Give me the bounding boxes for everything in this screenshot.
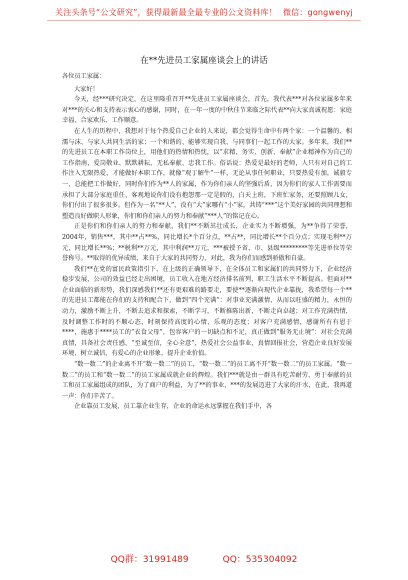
banner-box: [47, 7, 361, 21]
document-title: 在**先进员工家属座谈会上的讲话: [140, 56, 268, 66]
salutation: 各位员工家属：: [62, 73, 106, 80]
paragraph-4: 我们**在党的富民政策指引下，在上级的正确领导下，在全体员工和家属们的共同努力下，企业经济稳步发展，公司的效益已经走出困境，员工收入在地方经济排名前列，职工生活水平不断提高。但面对**企业面临的新形势，我们深感我们**还有更艰难的路要走，要使**逐渐向现代企业靠拢，我希望每一个**的先进员工都能在你们的支持和配合下，做到“四个充满”：对事业充满激情，从而以旺盛的精力，永恒的动力，激励不断上升，不断去追求和探索，不断学习，不断推陈出新，不断走向卓越；对工作充满热情，及时调整工作时的不顺心态，时刻保持高度的心情，乐观的态度；对客户充满感情，感谢所有有恩于****，施惠于****员工的“衣食父母”，包容客户的一切缺点和不足，真正做到“服务无止境”：对社会充满真情，具备社会责任感，“至诚至信，全心全意”，热爱社会公益事业，真情回报社会，营造企业良好发展环境，树立诚信、有爱心的企业形象，提升企业价值。: [62, 265, 352, 358]
document-body: [62, 72, 352, 413]
paragraph-5: “数一数二”的企业离不开“数一数二”的员工，“数一数二”的员工离不开“数一数二”的员工家属。“数一数二”的员工和“数一数二”的员工家属成就企业的辉煌。我们***就是由一群具有吃苦耐劳、勇于奉献的员工和员工家属组成的团队，为了商户的利益，为了**的事业，***的发展迈进了大家的汗水，在此，我再道一声：你们辛苦了。: [62, 361, 352, 400]
paragraph-6: 企业靠员工发展，员工靠企业生存，企业的命运永远掌握在我们手中，各: [74, 403, 272, 411]
paragraph-2: 在人生的历程中，我想对于每个热爱自己企业的人来说，都会觉得生命中有两个家：一个温馨的、相濡与沫、与家人共同生活的家；一个和谐的、能够实现自我、与同事们一起工作的大家。多年来，我们**的先进员工在本职工作岗位上，用他们的热情和热忱，以“求精、务实、创新、奉献”企业精神作为自己的工作指南，爱岗敬业、默默耕耘、无私奉献、忠我工作。俗话说：热爱是最好的老师，人只有对自己的工作注入无限热爱，才能做好本职工作，就像“观丁解牛”一样，无论从事任何职业，只要热爱有加，诚毅专一，总能把工作做好，同时你们作为**人的家属，作为你们亲人的坚强后盾，因为你们的家人工作需要而承担了大部分家庭重任，客观地说你们没有抱怨那一定是假的，白天上班，下班忙家务，还要照顾儿女，你们付出了很多很多。但作为一名“**人”，没有“大”家哪有“小”家，共铸“***”这个美好家园的共同理想和塑造良好做职人形象，你们和你们亲人的努力和奉献“***人”的铭记在心。: [62, 127, 352, 220]
paragraph-3: 正是你们和你们亲人的努力和奉献，我们**不断茁壮成长，企业实力不断增强，为**争得了荣誉，2004年，销售***，其中**占**%，同比增长*个百分点，**占**，同比增长**个百分点；实现毛利**万元，同比增长**%；**税利**万元，其中利润**万元，***被授予省、市、县级*********等先进单位等荣誉称号。**取得的优异成绩，来自于大家的共同努力，对此，我为你们而感到骄傲和自豪。: [62, 223, 352, 263]
banner-text: 关注头条号“公文研究”，获得最新最全最专业的公文资料库！: [55, 8, 277, 17]
top-banner: [0, 0, 408, 28]
footer: [0, 548, 408, 568]
paragraph-1: 今天，经***研究决定，在这里隆重召开**先进员工家属座谈会，首先，我代表***对各位家属多年来对***的关心和支持表示衷心的感谢，同时，在一年一度的中秋佳节来临之际代表**向大家真诚祝愿：家庭幸福、合家欢乐、工作顺意。: [62, 96, 352, 125]
footer-qq-group: QQ群：31991489: [110, 554, 189, 565]
banner-wechat: 微信：gongwenyj: [282, 8, 353, 17]
greeting: 大家好！: [74, 85, 99, 93]
footer-qq: QQ：535304092: [222, 554, 298, 565]
